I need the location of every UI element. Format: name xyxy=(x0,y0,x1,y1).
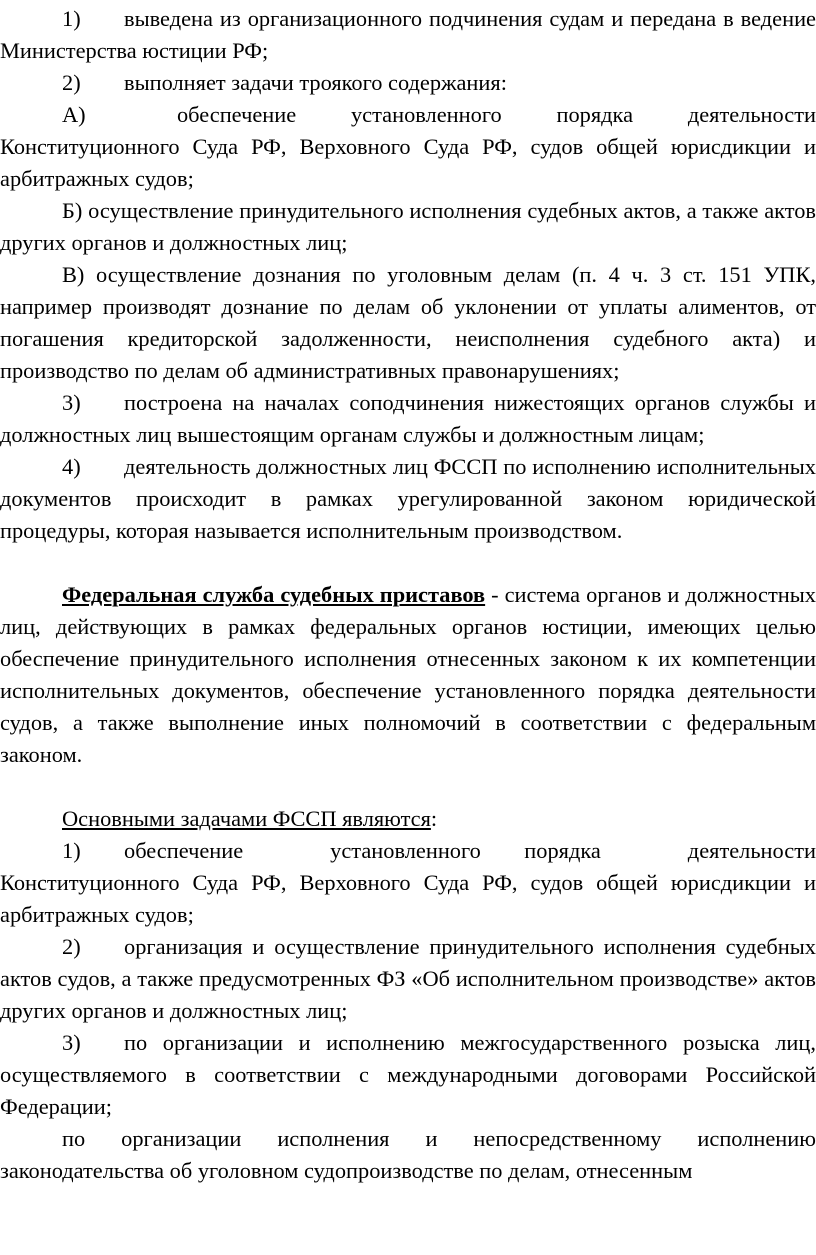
item-1-number: 1) xyxy=(62,6,81,31)
tasks-heading-colon: : xyxy=(430,806,438,831)
item-3 xyxy=(0,387,816,451)
item-v: В) осуществление дознания по уголовным делам (п. 4 ч. 3 ст. 151 УПК, например производят дознание по делам об уклонении от уплаты алиментов, от погашения кредиторской задолженности, неисполнения судебного акта) и производство по делам об административных правонарушениях; xyxy=(0,262,816,383)
task-1 xyxy=(0,835,816,931)
definition-text: - система органов и должностных лиц, действующих в рамках федеральных органов юстиции, имеющих целью обеспечение принудительного исполнения отнесенных законом к их компетенции исполнительных документов, обеспечение установленного порядка деятельности судов, а также выполнение иных полномочий в соответствии с федеральным законом. xyxy=(0,582,816,767)
tasks-heading xyxy=(0,803,816,835)
task-4: по организации исполнения и непосредственному исполнению законодательства об уголовном судопроизводстве по делам, отнесенным xyxy=(0,1126,816,1183)
task-1-text: обеспечение установленного порядка деятельности Конституционного Суда РФ, Верховного Суда РФ, судов общей юрисдикции и арбитражных судов; xyxy=(0,838,816,927)
item-b: Б) осуществление принудительного исполнения судебных актов, а также актов других органов и должностных лиц; xyxy=(0,198,816,255)
item-3-number: 3) xyxy=(62,390,81,415)
item-2-text: выполняет задачи троякого содержания: xyxy=(124,70,507,95)
task-2 xyxy=(0,931,816,1027)
task-1-number: 1) xyxy=(62,838,81,863)
item-1 xyxy=(0,3,816,67)
spacer xyxy=(0,771,816,803)
definition-paragraph xyxy=(0,579,816,771)
task-3 xyxy=(0,1027,816,1123)
spacer xyxy=(0,547,816,579)
task-3-number: 3) xyxy=(62,1030,81,1055)
item-a: А) обеспечение установленного порядка деятельности Конституционного Суда РФ, Верховного Суда РФ, судов общей юрисдикции и арбитражных судов; xyxy=(0,102,816,191)
item-4-number: 4) xyxy=(62,454,81,479)
task-2-text: организация и осуществление принудительного исполнения судебных актов судов, а также предусмотренных ФЗ «Об исполнительном производстве» актов других органов и должностных лиц; xyxy=(0,934,816,1023)
task-3-text: по организации и исполнению межгосударственного розыска лиц, осуществляемого в соответствии с международными договорами Российской Федерации; xyxy=(0,1030,816,1119)
tasks-heading-text: Основными задачами ФССП являются xyxy=(62,806,431,831)
item-4 xyxy=(0,451,816,547)
task-2-number: 2) xyxy=(62,934,81,959)
item-3-text: построена на началах соподчинения нижестоящих органов службы и должностных лиц вышестоящим органам службы и должностным лицам; xyxy=(0,390,816,447)
item-1-text: выведена из организационного подчинения судам и передана в ведение Министерства юстиции РФ; xyxy=(0,6,816,63)
item-2-number: 2) xyxy=(62,70,81,95)
item-4-text: деятельность должностных лиц ФССП по исполнению исполнительных документов происходит в рамках урегулированной законом юридической процедуры, которая называется исполнительным производством. xyxy=(0,454,816,543)
item-2 xyxy=(0,67,816,99)
definition-term: Федеральная служба судебных приставов xyxy=(62,582,486,607)
